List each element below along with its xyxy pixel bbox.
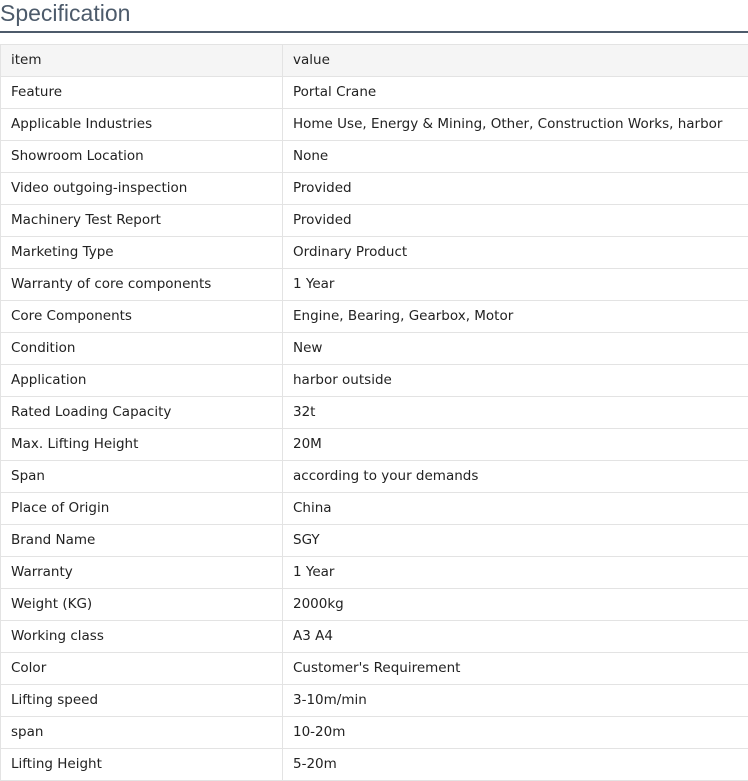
value-cell: China bbox=[283, 493, 748, 525]
value-cell: New bbox=[283, 333, 748, 365]
value-cell: 1 Year bbox=[283, 557, 748, 589]
table-row bbox=[1, 205, 748, 237]
item-cell: Lifting speed bbox=[1, 685, 283, 717]
value-cell: harbor outside bbox=[283, 365, 748, 397]
value-cell: Engine, Bearing, Gearbox, Motor bbox=[283, 301, 748, 333]
table-row bbox=[1, 365, 748, 397]
table-row bbox=[1, 461, 748, 493]
table-row bbox=[1, 333, 748, 365]
value-cell: SGY bbox=[283, 525, 748, 557]
page-title: Specification bbox=[0, 0, 130, 30]
table-row bbox=[1, 525, 748, 557]
item-cell: Core Components bbox=[1, 301, 283, 333]
item-cell: Span bbox=[1, 461, 283, 493]
table-row bbox=[1, 269, 748, 301]
value-cell: Home Use, Energy & Mining, Other, Construction Works, harbor bbox=[283, 109, 748, 141]
table-row bbox=[1, 397, 748, 429]
item-cell: Brand Name bbox=[1, 525, 283, 557]
item-cell: Marketing Type bbox=[1, 237, 283, 269]
table-header-row bbox=[1, 45, 748, 77]
item-cell: Machinery Test Report bbox=[1, 205, 283, 237]
specification-table bbox=[0, 44, 748, 781]
value-cell: 10-20m bbox=[283, 717, 748, 749]
item-cell: Color bbox=[1, 653, 283, 685]
item-cell: span bbox=[1, 717, 283, 749]
table-row bbox=[1, 749, 748, 781]
table-row bbox=[1, 685, 748, 717]
table-row bbox=[1, 653, 748, 685]
table-row bbox=[1, 301, 748, 333]
value-cell: 32t bbox=[283, 397, 748, 429]
value-cell: 1 Year bbox=[283, 269, 748, 301]
value-cell: Customer's Requirement bbox=[283, 653, 748, 685]
item-cell: Warranty bbox=[1, 557, 283, 589]
table-row bbox=[1, 237, 748, 269]
table-row bbox=[1, 77, 748, 109]
title-divider bbox=[0, 31, 748, 33]
item-cell: Showroom Location bbox=[1, 141, 283, 173]
value-cell: 5-20m bbox=[283, 749, 748, 781]
value-cell: 20M bbox=[283, 429, 748, 461]
value-cell: 2000kg bbox=[283, 589, 748, 621]
header-item-cell: item bbox=[1, 45, 283, 77]
value-cell: Portal Crane bbox=[283, 77, 748, 109]
value-cell: Ordinary Product bbox=[283, 237, 748, 269]
value-cell: according to your demands bbox=[283, 461, 748, 493]
value-cell: 3-10m/min bbox=[283, 685, 748, 717]
item-cell: Video outgoing-inspection bbox=[1, 173, 283, 205]
table-row bbox=[1, 589, 748, 621]
table-row bbox=[1, 621, 748, 653]
header-value-cell: value bbox=[283, 45, 748, 77]
value-cell: Provided bbox=[283, 205, 748, 237]
table-row bbox=[1, 429, 748, 461]
item-cell: Rated Loading Capacity bbox=[1, 397, 283, 429]
item-cell: Max. Lifting Height bbox=[1, 429, 283, 461]
value-cell: A3 A4 bbox=[283, 621, 748, 653]
table-row bbox=[1, 109, 748, 141]
item-cell: Lifting Height bbox=[1, 749, 283, 781]
item-cell: Weight (KG) bbox=[1, 589, 283, 621]
item-cell: Application bbox=[1, 365, 283, 397]
table-row bbox=[1, 173, 748, 205]
table-row bbox=[1, 141, 748, 173]
value-cell: None bbox=[283, 141, 748, 173]
item-cell: Working class bbox=[1, 621, 283, 653]
item-cell: Feature bbox=[1, 77, 283, 109]
item-cell: Condition bbox=[1, 333, 283, 365]
item-cell: Applicable Industries bbox=[1, 109, 283, 141]
value-cell: Provided bbox=[283, 173, 748, 205]
table-row bbox=[1, 493, 748, 525]
table-row bbox=[1, 557, 748, 589]
table-row bbox=[1, 717, 748, 749]
item-cell: Place of Origin bbox=[1, 493, 283, 525]
item-cell: Warranty of core components bbox=[1, 269, 283, 301]
specification-table-body bbox=[1, 45, 748, 781]
